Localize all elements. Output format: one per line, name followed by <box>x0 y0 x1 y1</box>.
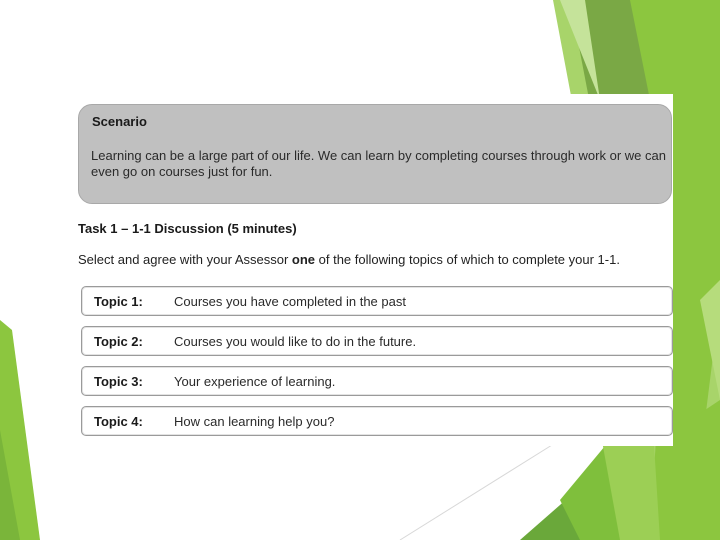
topic-1-label: Topic 1: <box>94 294 143 309</box>
scenario-text: Learning can be a large part of our life. We can learn by completing courses through work or we can even go on courses just for fun. <box>91 148 666 179</box>
document-panel <box>70 94 673 446</box>
topic-3-label: Topic 3: <box>94 374 143 389</box>
instruction-text-start: Select and agree with your Assessor <box>78 252 292 267</box>
instruction-text-end: of the following topics of which to complete your 1-1. <box>315 252 620 267</box>
scenario-title: Scenario <box>92 114 147 129</box>
task-instruction <box>78 252 620 267</box>
topic-1-box <box>81 286 673 316</box>
topic-2-text: Courses you would like to do in the future. <box>174 334 417 349</box>
topic-3-box <box>81 366 673 396</box>
task-title: Task 1 – 1-1 Discussion (5 minutes) <box>78 221 297 236</box>
topic-3-text: Your experience of learning. <box>174 374 336 389</box>
topic-1-text: Courses you have completed in the past <box>174 294 406 309</box>
topic-2-label: Topic 2: <box>94 334 143 349</box>
topic-4-label: Topic 4: <box>94 414 143 429</box>
scenario-box <box>78 104 672 204</box>
topic-4-box <box>81 406 673 436</box>
instruction-emphasis: one <box>291 252 316 267</box>
topic-2-box <box>81 326 673 356</box>
topic-4-text: How can learning help you? <box>174 414 335 429</box>
